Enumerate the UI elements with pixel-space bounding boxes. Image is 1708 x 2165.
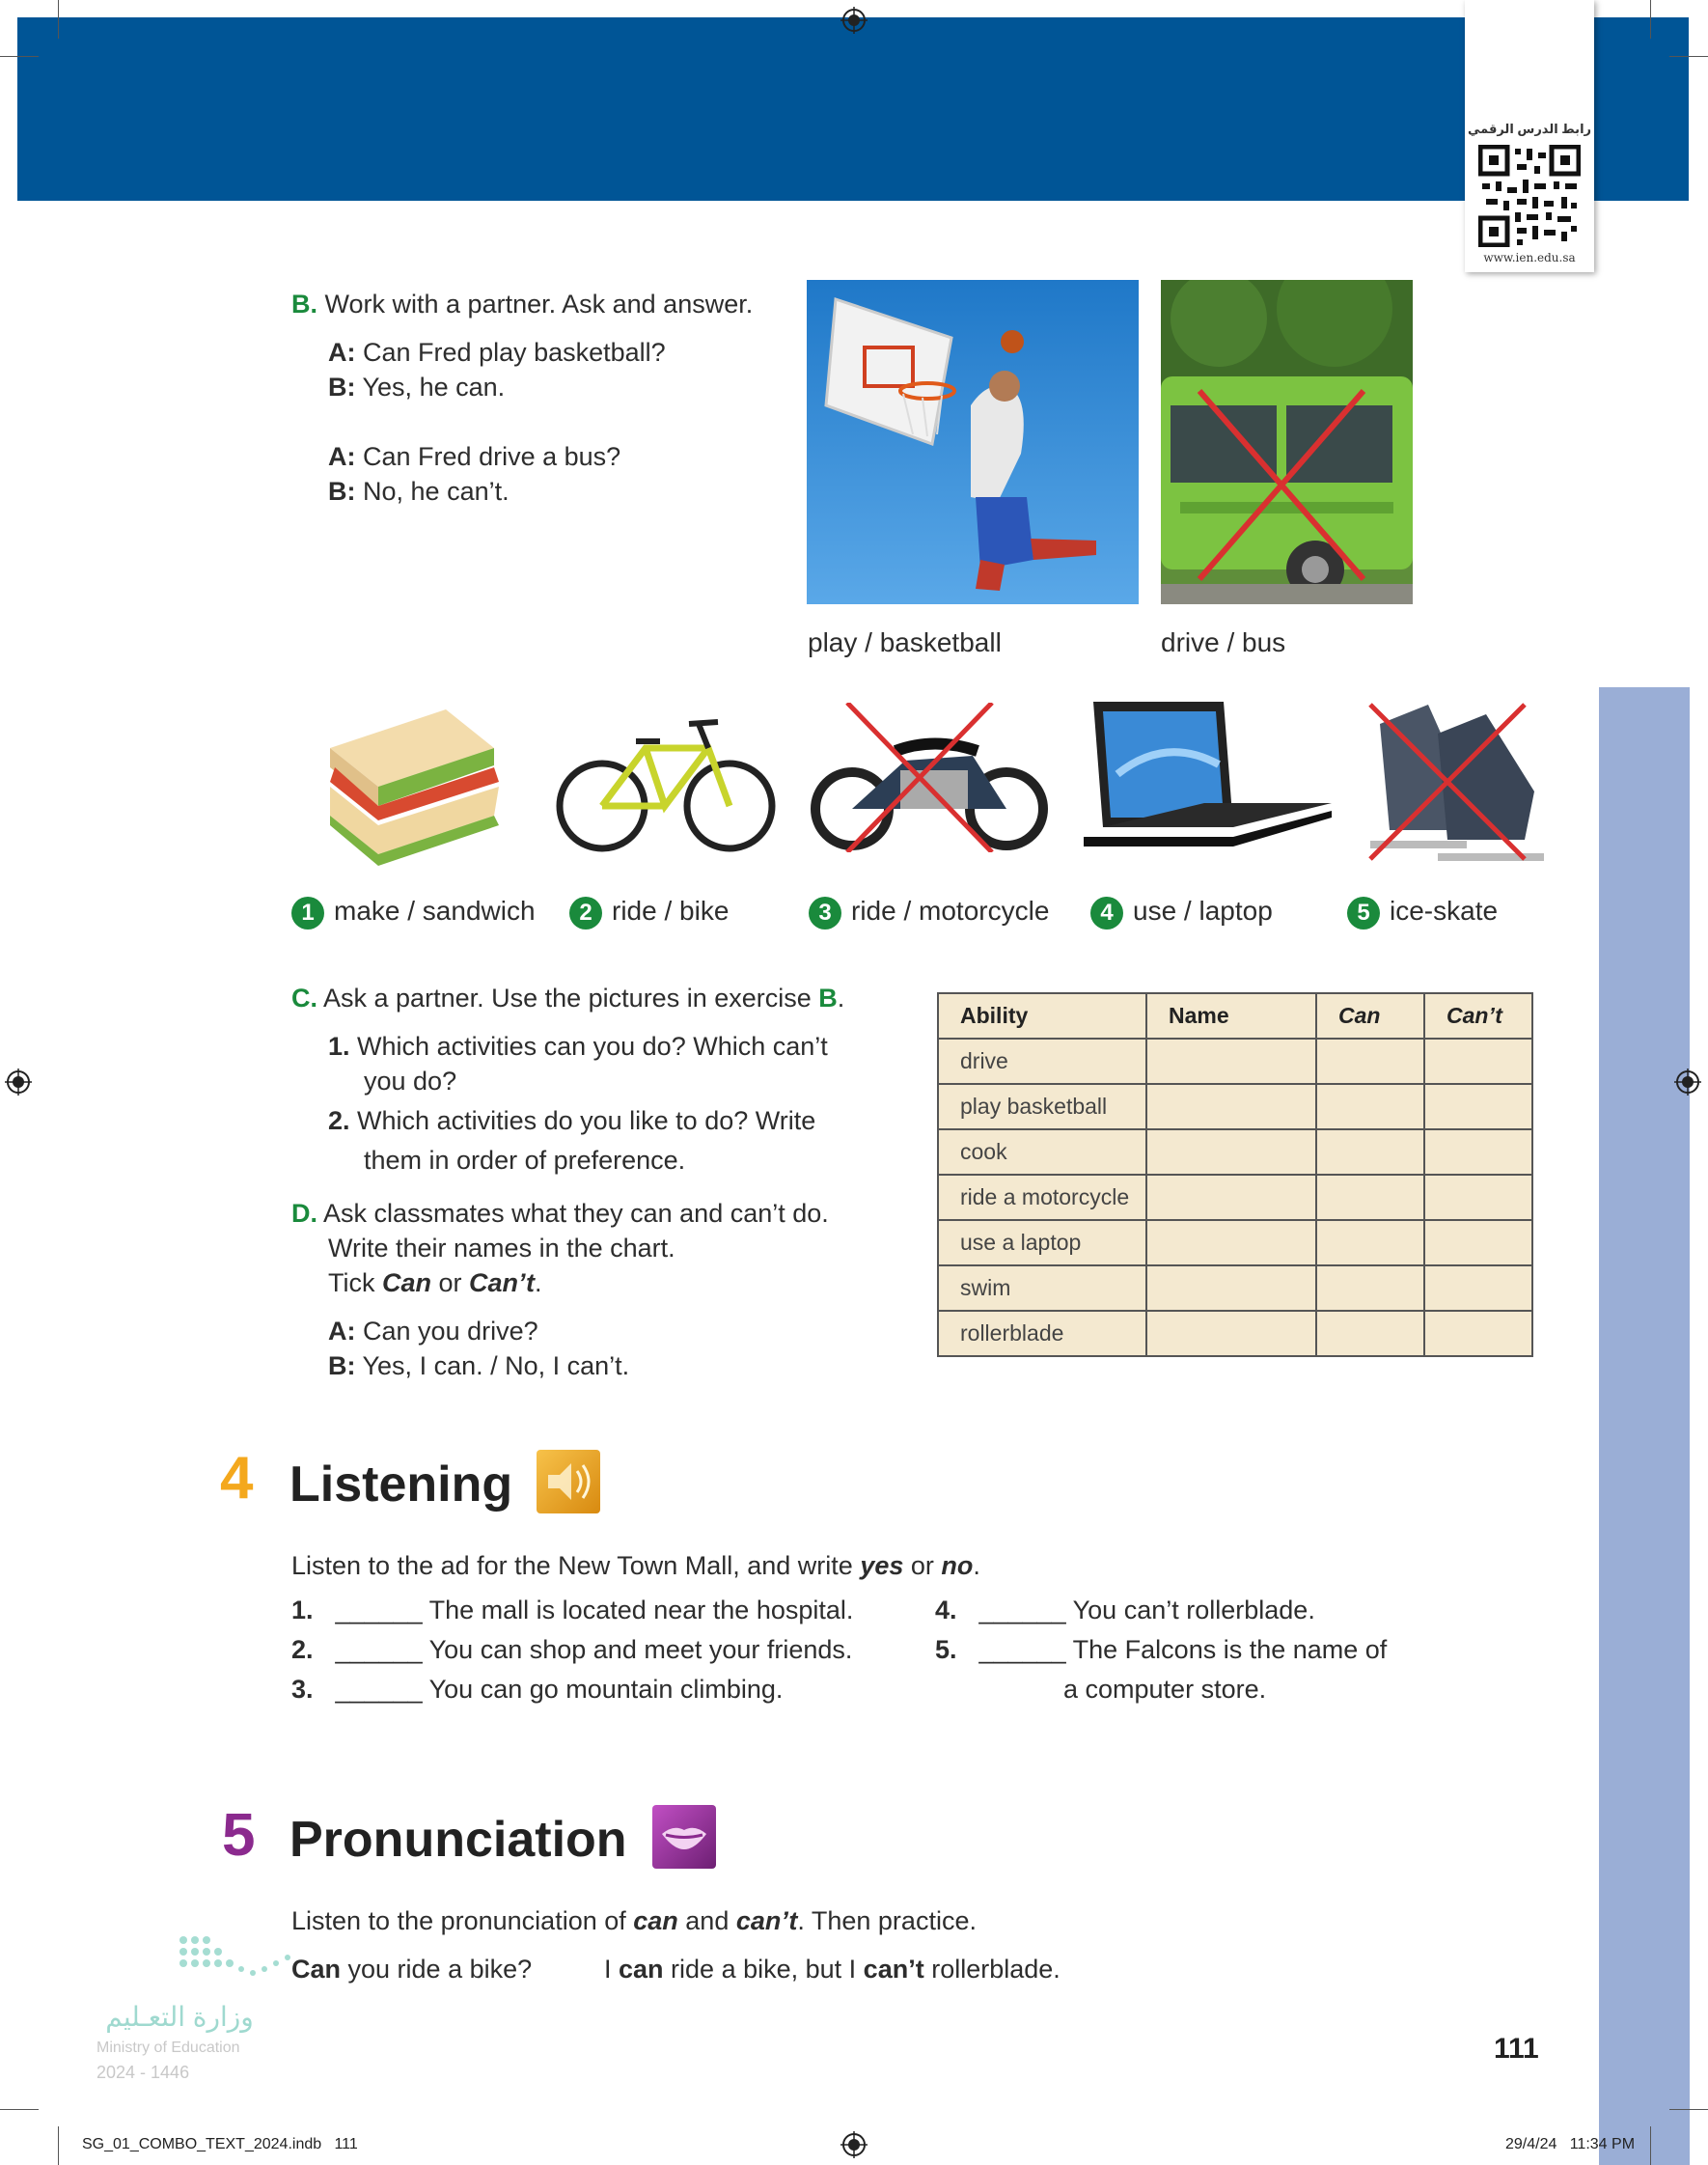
example-text: I <box>604 1955 620 1984</box>
header-band <box>17 17 1689 201</box>
instruction-text: Write their names in the chart. <box>328 1234 675 1263</box>
speaker-label: B: <box>328 1351 356 1380</box>
can-word: Can <box>382 1268 432 1297</box>
name-cell[interactable] <box>1146 1084 1316 1129</box>
audio-icon[interactable] <box>537 1450 600 1513</box>
instruction-text: or <box>431 1268 470 1297</box>
photo-caption: drive / bus <box>1161 627 1286 657</box>
table-row <box>938 1175 1532 1220</box>
crop-mark <box>1669 2109 1708 2110</box>
activity-label: ride / motorcycle <box>851 896 1050 926</box>
exercise-c-instruction <box>291 981 844 1015</box>
item-number: 4. <box>935 1596 957 1624</box>
instruction-text: Work with a partner. Ask and answer. <box>324 290 754 319</box>
page-number: 111 <box>1494 2033 1539 2065</box>
exercise-label: C. <box>291 984 317 1013</box>
listening-instruction <box>291 1548 980 1583</box>
dialog-text: No, he can’t. <box>363 477 510 506</box>
speaker-label: A: <box>328 338 356 367</box>
cant-cell[interactable] <box>1424 1220 1532 1265</box>
instruction-text: or <box>903 1551 942 1580</box>
qr-url[interactable]: www.ien.edu.sa <box>1483 251 1576 264</box>
question-item <box>328 1029 888 1064</box>
exercise-reference: B <box>818 984 838 1013</box>
registration-mark-icon <box>5 1069 32 1096</box>
section-title: Pronunciation <box>289 1812 627 1868</box>
basketball-photo <box>807 280 1139 604</box>
qr-card[interactable] <box>1465 0 1594 272</box>
dialog-text: Yes, he can. <box>362 373 506 402</box>
chart-header: Name <box>1146 993 1316 1039</box>
example-text: rollerblade. <box>923 1955 1061 1984</box>
crop-mark <box>1650 0 1651 39</box>
dialog-line <box>328 439 620 474</box>
item-number: 2. <box>291 1635 314 1664</box>
ability-cell: swim <box>938 1265 1146 1311</box>
chart-header: Ability <box>938 993 1146 1039</box>
exercise-label: D. <box>291 1199 317 1228</box>
stress-word: can’t <box>863 1955 924 1984</box>
number-badge: 4 <box>1090 897 1123 930</box>
cant-word: Can’t <box>469 1268 536 1297</box>
dialog-line <box>328 1314 538 1348</box>
activity-label: make / sandwich <box>334 896 536 926</box>
answer-blank[interactable]: ______ <box>335 1596 423 1624</box>
listening-item <box>935 1596 1315 1625</box>
stress-word: Can <box>291 1955 342 1984</box>
activity-label: ride / bike <box>612 896 730 926</box>
punctuation: . <box>535 1268 542 1297</box>
listening-item <box>291 1596 853 1625</box>
can-cell[interactable] <box>1316 1129 1424 1175</box>
table-row <box>938 1311 1532 1356</box>
pronunciation-example <box>291 1952 532 1986</box>
ability-cell: use a laptop <box>938 1220 1146 1265</box>
chart-header: Can’t <box>1424 993 1532 1039</box>
speaker-label: B: <box>328 477 356 506</box>
item-number: 1. <box>291 1596 314 1624</box>
crop-mark <box>0 56 39 57</box>
can-cell[interactable] <box>1316 1039 1424 1084</box>
item-text: you do? <box>364 1067 457 1096</box>
item-text: You can shop and meet your friends. <box>428 1635 853 1664</box>
print-date: 29/4/24 11:34 PM <box>1505 2136 1636 2152</box>
item-text: The mall is located near the hospital. <box>428 1596 854 1624</box>
registration-mark-icon <box>840 2131 868 2158</box>
item-number: 2. <box>328 1106 350 1135</box>
registration-mark-icon <box>1674 1069 1701 1096</box>
item-number: 1. <box>328 1032 350 1061</box>
file-slug: SG_01_COMBO_TEXT_2024.indb 111 <box>82 2136 358 2152</box>
table-row <box>938 1129 1532 1175</box>
activity-caption <box>1090 896 1273 930</box>
dialog-line <box>328 474 510 509</box>
number-badge: 1 <box>291 897 324 930</box>
instruction-text: . Then practice. <box>797 1906 977 1935</box>
tick-instruction <box>328 1265 542 1300</box>
speaker-label: B: <box>328 373 356 402</box>
number-badge: 3 <box>809 897 841 930</box>
qr-title: رابط الدرس الرقمي <box>1467 122 1592 136</box>
name-cell[interactable] <box>1146 1311 1316 1356</box>
cant-word: can’t <box>735 1906 798 1935</box>
activity-caption <box>569 896 729 930</box>
can-cell[interactable] <box>1316 1220 1424 1265</box>
name-cell[interactable] <box>1146 1039 1316 1084</box>
listening-item <box>291 1635 852 1665</box>
chart-header: Can <box>1316 993 1424 1039</box>
ability-cell: rollerblade <box>938 1311 1146 1356</box>
crop-mark <box>0 2109 39 2110</box>
motorcycle-photo <box>809 703 1054 852</box>
dialog-line <box>328 1348 629 1383</box>
chart-header-row <box>938 993 1532 1039</box>
ability-cell: play basketball <box>938 1084 1146 1129</box>
activity-label: ice-skate <box>1390 896 1499 926</box>
ice-skates-photo <box>1351 685 1563 869</box>
cant-cell[interactable] <box>1424 1039 1532 1084</box>
pronunciation-instruction <box>291 1903 977 1938</box>
exercise-label: B. <box>291 290 317 319</box>
ability-cell: ride a motorcycle <box>938 1175 1146 1220</box>
item-text: a computer store. <box>1063 1675 1267 1704</box>
activity-caption <box>1347 896 1498 930</box>
question-item <box>328 1103 888 1138</box>
answer-blank[interactable]: ______ <box>978 1596 1066 1624</box>
activity-caption <box>809 896 1049 930</box>
registration-mark-icon <box>840 7 868 34</box>
table-row <box>938 1084 1532 1129</box>
cant-cell[interactable] <box>1424 1311 1532 1356</box>
dialog-line <box>328 370 505 404</box>
photo-caption: play / basketball <box>808 627 1002 657</box>
item-text: The Falcons is the name of <box>1072 1635 1388 1664</box>
instruction-text: Ask classmates what they can and can’t do. <box>323 1199 829 1228</box>
can-cell[interactable] <box>1316 1175 1424 1220</box>
mouth-icon[interactable] <box>652 1805 716 1869</box>
instruction-text: and <box>677 1906 736 1935</box>
instruction-text: Tick <box>328 1268 382 1297</box>
can-cell[interactable] <box>1316 1084 1424 1129</box>
ministry-arabic: وزارة التعـليم <box>105 2002 254 2032</box>
item-text: Which activities do you like to do? Write <box>357 1106 816 1135</box>
table-row <box>938 1039 1532 1084</box>
item-number: 3. <box>291 1675 314 1704</box>
section-number: 4 <box>220 1445 254 1512</box>
name-cell[interactable] <box>1146 1175 1316 1220</box>
instruction-text: Listen to the pronunciation of <box>291 1906 634 1935</box>
ministry-logo-dots-icon <box>176 1930 320 1988</box>
can-cell[interactable] <box>1316 1311 1424 1356</box>
item-text: them in order of preference. <box>364 1146 686 1175</box>
section-title: Listening <box>289 1457 513 1513</box>
ability-cell: drive <box>938 1039 1146 1084</box>
ability-cell: cook <box>938 1129 1146 1175</box>
table-row <box>938 1265 1532 1311</box>
speaker-label: A: <box>328 442 356 471</box>
qr-code-icon[interactable] <box>1478 145 1581 247</box>
crop-mark <box>1650 2126 1651 2165</box>
answer-blank[interactable]: ______ <box>335 1675 423 1704</box>
name-cell[interactable] <box>1146 1265 1316 1311</box>
name-cell[interactable] <box>1146 1129 1316 1175</box>
dialog-text: Can you drive? <box>363 1317 538 1346</box>
can-cell[interactable] <box>1316 1265 1424 1311</box>
activity-caption <box>291 896 536 930</box>
exercise-b-instruction <box>291 287 753 321</box>
bus-photo <box>1161 280 1413 604</box>
yes-word: yes <box>860 1551 904 1580</box>
bike-photo <box>554 705 776 859</box>
cant-cell[interactable] <box>1424 1175 1532 1220</box>
dialog-text: Yes, I can. / No, I can’t. <box>362 1351 630 1380</box>
instruction-text: Listen to the ad for the New Town Mall, and write <box>291 1551 861 1580</box>
item-text: You can go mountain climbing. <box>428 1675 784 1704</box>
can-word: can <box>633 1906 678 1935</box>
item-number: 5. <box>935 1635 957 1664</box>
laptop-photo <box>1079 697 1332 876</box>
speaker-label: A: <box>328 1317 356 1346</box>
ability-chart <box>937 992 1533 1357</box>
pronunciation-example <box>604 1952 1061 1986</box>
number-badge: 5 <box>1347 897 1380 930</box>
exercise-d-instruction <box>291 1196 829 1231</box>
punctuation: . <box>973 1551 980 1580</box>
stress-word: can <box>619 1955 664 1984</box>
side-tab <box>1599 687 1690 2165</box>
answer-blank[interactable]: ______ <box>978 1635 1066 1664</box>
number-badge: 2 <box>569 897 602 930</box>
activity-label: use / laptop <box>1133 896 1273 926</box>
listening-item <box>935 1635 1387 1665</box>
dialog-text: Can Fred drive a bus? <box>363 442 621 471</box>
item-text: You can’t rollerblade. <box>1072 1596 1315 1624</box>
item-text: Which activities can you do? Which can’t <box>357 1032 828 1061</box>
example-text: you ride a bike? <box>341 1955 533 1984</box>
sandwich-photo <box>311 690 515 875</box>
cant-cell[interactable] <box>1424 1265 1532 1311</box>
section-number: 5 <box>222 1802 256 1869</box>
example-text: ride a bike, but I <box>663 1955 864 1984</box>
instruction-text: Ask a partner. Use the pictures in exercise <box>323 984 812 1013</box>
cant-cell[interactable] <box>1424 1084 1532 1129</box>
punctuation: . <box>837 984 845 1013</box>
dialog-line <box>328 335 666 370</box>
name-cell[interactable] <box>1146 1220 1316 1265</box>
ministry-year: 2024 - 1446 <box>96 2063 190 2082</box>
answer-blank[interactable]: ______ <box>335 1635 423 1664</box>
dialog-text: Can Fred play basketball? <box>363 338 666 367</box>
crop-mark <box>1669 56 1708 57</box>
cant-cell[interactable] <box>1424 1129 1532 1175</box>
table-row <box>938 1220 1532 1265</box>
listening-item <box>291 1675 783 1705</box>
no-word: no <box>941 1551 974 1580</box>
crop-mark <box>58 2126 59 2165</box>
crop-mark <box>58 0 59 39</box>
ministry-english: Ministry of Education <box>96 2040 240 2056</box>
